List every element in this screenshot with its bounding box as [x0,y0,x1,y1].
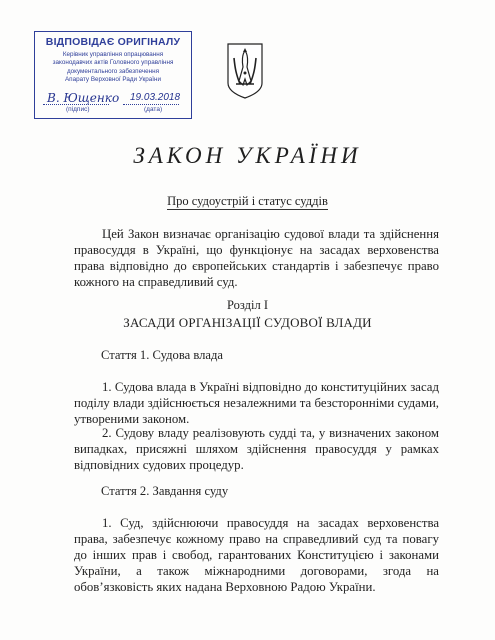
article-2-title: Стаття 2. Завдання суду [101,484,229,498]
law-subject-text: Про судоустрій і статус суддів [167,194,328,208]
article-1-paragraph-1: 1. Судова влада в Україні відповідно до конституційних засад поділу влади здійснюється незалежними та безсторонніми судами, утвореними законом. [74,380,439,426]
handwritten-signature: В. Ющенко [47,91,120,105]
certification-stamp [34,31,192,119]
stamp-line: Апарату Верховної Ради України [64,75,162,83]
signature-date: 19.03.2018 [130,92,181,103]
article-2-paragraph-1: 1. Суд, здійснюючи правосуддя на засадах верховенства права, забезпечує кожному право на справедливий суд та повагу до інших прав і свобод, гарантованих Конституцією і законами України, а також міжнародними договорами, згода на обов’язковість яких надана Верховною Радою України. [74,516,439,594]
article-1-paragraph-2: 2. Судову владу реалізовують судді та, у визначених законом випадках, присяжні шляхом здійснення правосуддя у рамках відповідних судових процедур. [74,426,439,472]
coat-of-arms-icon [224,40,266,100]
section-number: Розділ І [227,298,268,312]
stamp-line: документального забезпечення [66,67,160,75]
preamble: Цей Закон визначає організацію судової влади та здійснення правосуддя в Україні, що функціонує на засадах верховенства права відповідно до європейських стандартів і забезпечує право кожного на справедливий суд. [74,227,439,289]
article-1-title: Стаття 1. Судова влада [101,348,223,362]
stamp-title: ВІДПОВІДАЄ ОРИГІНАЛУ [45,36,181,48]
stamp-line: законодавчих актів Головного управління [52,59,174,67]
stamp-line: Керівник управління опрацювання [62,51,164,58]
date-line [123,104,179,105]
section-title: ЗАСАДИ ОРГАНІЗАЦІЇ СУДОВОЇ ВЛАДИ [123,315,372,330]
stamp-text [35,51,191,84]
law-subject [0,194,495,209]
signature-line [43,104,109,105]
stamp-signature-row [43,91,183,105]
law-title: ЗАКОН УКРАЇНИ [133,143,362,168]
date-caption: (дата) [144,106,163,113]
signature-caption: (підпис) [66,106,90,113]
